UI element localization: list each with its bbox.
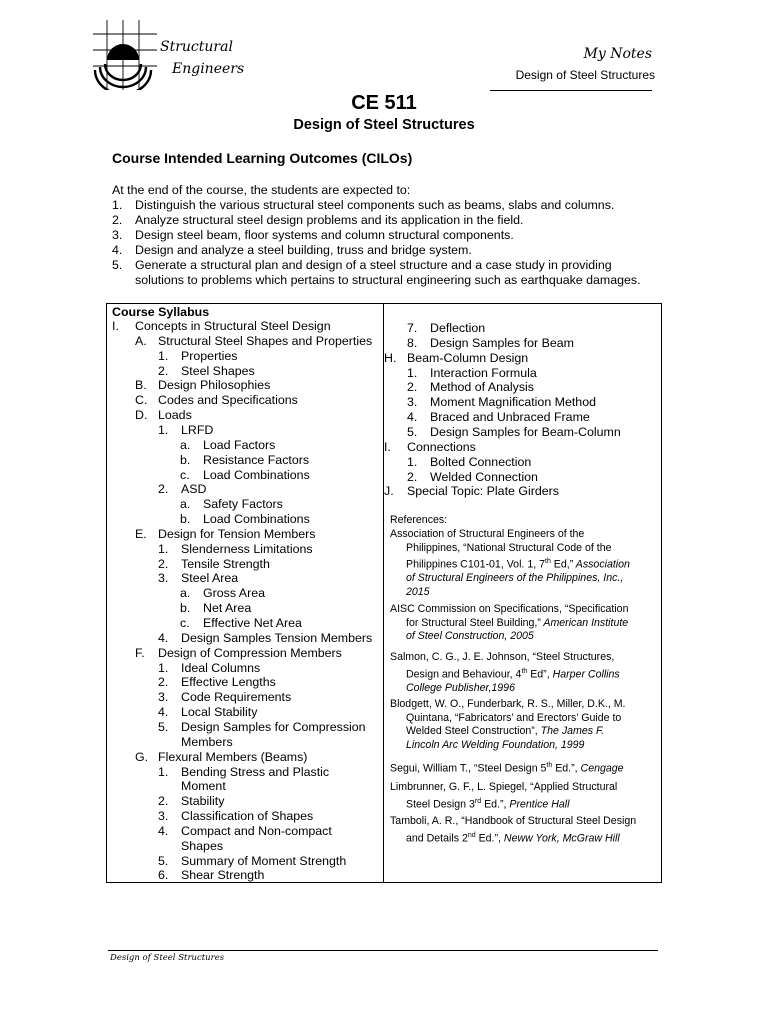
cilo-item: 2. Analyze structural steel design problems and its application in the field.	[112, 213, 524, 227]
footer-rule	[108, 950, 658, 951]
course-title: Design of Steel Structures	[293, 117, 475, 133]
structural-engineers-logo	[93, 20, 157, 90]
course-code: CE 511	[351, 92, 417, 114]
cilo-item: 4. Design and analyze a steel building, truss and bridge system.	[112, 243, 472, 257]
reference-item: Association of Structural Engineers of the Philippines, “National Structural Code of the Philippines C101-01, Vol. 1, 7th Ed,” Association of Structural Engineers of the Philippines, Inc., 2015	[390, 528, 630, 598]
logo-wordmark	[160, 36, 244, 80]
header-rule	[490, 90, 652, 91]
footer-text: Design of Steel Structures	[110, 953, 225, 963]
reference-item: AISC Commission on Specifications, “Specification for Structural Steel Building,” American Institute of Steel Construction, 2005	[390, 603, 629, 643]
references-heading: References:	[390, 514, 448, 526]
reference-item: Segui, William T., “Steel Design 5th Ed.”, Cengage	[390, 762, 624, 775]
reference-item: Tamboli, A. R., “Handbook of Structural Steel Design and Details 2nd Ed.”, Neww York, McGraw Hill	[390, 815, 637, 845]
cilo-item: 3. Design steel beam, floor systems and column structural components.	[112, 228, 514, 242]
cilo-item: 5. Generate a structural plan and design of a steel structure and a case study in providing solutions to problems which pertains to structural engineering such as earthquake damages.	[112, 258, 641, 287]
cilos-intro: At the end of the course, the students are expected to:	[112, 183, 411, 197]
reference-item: Blodgett, W. O., Funderbark, R. S., Miller, D.K., M. Quintana, “Fabricators’ and Erectors’ Guide to Welded Steel Construction”, The James F. Lincoln Arc Welding Foundation, 1999	[390, 698, 626, 751]
cilos-heading: Course Intended Learning Outcomes (CILOs)	[112, 150, 413, 166]
my-notes-label: My Notes	[583, 46, 652, 62]
header-document-title: Design of Steel Structures	[515, 68, 655, 82]
syllabus-heading: Course Syllabus	[112, 305, 210, 319]
logo-line1: Structural	[160, 39, 233, 55]
reference-item: Limbrunner, G. F., L. Spiegel, “Applied Structural Steel Design 3rd Ed.”, Prentice Hall	[390, 781, 618, 811]
syllabus-column-divider	[383, 303, 384, 883]
cilos-list	[112, 198, 657, 288]
reference-item: Salmon, C. G., J. E. Johnson, “Steel Structures, Design and Behaviour, 4th Ed”, Harper Collins College Publisher,1996	[390, 651, 620, 694]
cilo-item: 1. Distinguish the various structural steel components such as beams, slabs and columns.	[112, 198, 615, 212]
logo-line2: Engineers	[172, 61, 245, 77]
